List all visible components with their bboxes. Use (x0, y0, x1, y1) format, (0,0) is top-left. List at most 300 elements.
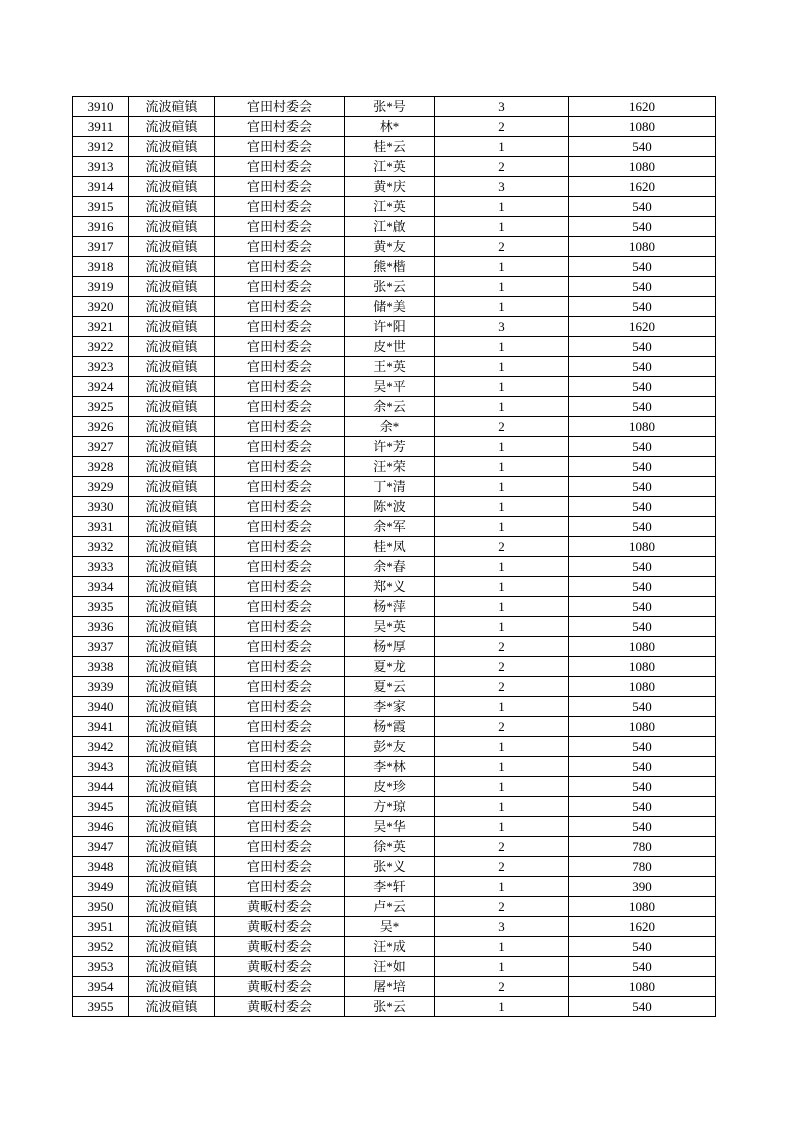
row-number-cell: 3938 (73, 657, 129, 677)
row-number-cell: 3941 (73, 717, 129, 737)
amount-cell: 540 (569, 737, 716, 757)
village-committee-cell: 官田村委会 (215, 657, 345, 677)
table-row (73, 177, 716, 197)
table-row (73, 457, 716, 477)
row-number-cell: 3945 (73, 797, 129, 817)
count-cell: 2 (435, 417, 569, 437)
town-cell: 流波碹镇 (129, 937, 215, 957)
row-number-cell: 3929 (73, 477, 129, 497)
count-cell: 1 (435, 137, 569, 157)
table-row (73, 517, 716, 537)
amount-cell: 540 (569, 257, 716, 277)
amount-cell: 1080 (569, 897, 716, 917)
amount-cell: 540 (569, 357, 716, 377)
count-cell: 1 (435, 277, 569, 297)
village-committee-cell: 官田村委会 (215, 877, 345, 897)
name-cell: 杨*萍 (345, 597, 435, 617)
name-cell: 张*云 (345, 277, 435, 297)
table-row (73, 917, 716, 937)
village-committee-cell: 官田村委会 (215, 217, 345, 237)
village-committee-cell: 官田村委会 (215, 257, 345, 277)
row-number-cell: 3947 (73, 837, 129, 857)
row-number-cell: 3928 (73, 457, 129, 477)
name-cell: 桂*云 (345, 137, 435, 157)
table-row (73, 197, 716, 217)
row-number-cell: 3922 (73, 337, 129, 357)
town-cell: 流波碹镇 (129, 397, 215, 417)
count-cell: 2 (435, 637, 569, 657)
town-cell: 流波碹镇 (129, 137, 215, 157)
name-cell: 许*阳 (345, 317, 435, 337)
row-number-cell: 3944 (73, 777, 129, 797)
village-committee-cell: 官田村委会 (215, 497, 345, 517)
village-committee-cell: 官田村委会 (215, 817, 345, 837)
town-cell: 流波碹镇 (129, 697, 215, 717)
town-cell: 流波碹镇 (129, 477, 215, 497)
name-cell: 余* (345, 417, 435, 437)
town-cell: 流波碹镇 (129, 317, 215, 337)
village-committee-cell: 黄畈村委会 (215, 957, 345, 977)
town-cell: 流波碹镇 (129, 257, 215, 277)
name-cell: 储*美 (345, 297, 435, 317)
name-cell: 熊*楷 (345, 257, 435, 277)
amount-cell: 540 (569, 517, 716, 537)
row-number-cell: 3910 (73, 97, 129, 117)
town-cell: 流波碹镇 (129, 877, 215, 897)
village-committee-cell: 官田村委会 (215, 137, 345, 157)
amount-cell: 540 (569, 497, 716, 517)
name-cell: 张*号 (345, 97, 435, 117)
name-cell: 江*英 (345, 197, 435, 217)
name-cell: 汪*荣 (345, 457, 435, 477)
amount-cell: 540 (569, 817, 716, 837)
row-number-cell: 3915 (73, 197, 129, 217)
village-committee-cell: 官田村委会 (215, 417, 345, 437)
row-number-cell: 3937 (73, 637, 129, 657)
count-cell: 1 (435, 957, 569, 977)
amount-cell: 1620 (569, 917, 716, 937)
town-cell: 流波碹镇 (129, 157, 215, 177)
table-row (73, 777, 716, 797)
table-row (73, 357, 716, 377)
town-cell: 流波碹镇 (129, 817, 215, 837)
town-cell: 流波碹镇 (129, 97, 215, 117)
village-committee-cell: 官田村委会 (215, 517, 345, 537)
table-row (73, 557, 716, 577)
name-cell: 吴*英 (345, 617, 435, 637)
table-row (73, 677, 716, 697)
town-cell: 流波碹镇 (129, 177, 215, 197)
town-cell: 流波碹镇 (129, 617, 215, 637)
row-number-cell: 3948 (73, 857, 129, 877)
amount-cell: 1080 (569, 677, 716, 697)
count-cell: 1 (435, 997, 569, 1017)
town-cell: 流波碹镇 (129, 217, 215, 237)
village-committee-cell: 官田村委会 (215, 737, 345, 757)
count-cell: 1 (435, 557, 569, 577)
count-cell: 1 (435, 257, 569, 277)
village-committee-cell: 官田村委会 (215, 157, 345, 177)
village-committee-cell: 官田村委会 (215, 437, 345, 457)
village-committee-cell: 黄畈村委会 (215, 997, 345, 1017)
count-cell: 2 (435, 237, 569, 257)
count-cell: 1 (435, 817, 569, 837)
name-cell: 林* (345, 117, 435, 137)
town-cell: 流波碹镇 (129, 537, 215, 557)
amount-cell: 540 (569, 557, 716, 577)
village-committee-cell: 官田村委会 (215, 837, 345, 857)
table-row (73, 397, 716, 417)
table-row (73, 117, 716, 137)
row-number-cell: 3950 (73, 897, 129, 917)
village-committee-cell: 官田村委会 (215, 597, 345, 617)
table-row (73, 257, 716, 277)
village-committee-cell: 官田村委会 (215, 177, 345, 197)
village-committee-cell: 官田村委会 (215, 557, 345, 577)
name-cell: 皮*世 (345, 337, 435, 357)
count-cell: 1 (435, 517, 569, 537)
village-committee-cell: 官田村委会 (215, 357, 345, 377)
village-committee-cell: 黄畈村委会 (215, 937, 345, 957)
count-cell: 1 (435, 437, 569, 457)
table-row (73, 757, 716, 777)
name-cell: 徐*英 (345, 837, 435, 857)
row-number-cell: 3924 (73, 377, 129, 397)
amount-cell: 540 (569, 577, 716, 597)
village-committee-cell: 官田村委会 (215, 277, 345, 297)
town-cell: 流波碹镇 (129, 857, 215, 877)
table-row (73, 417, 716, 437)
town-cell: 流波碹镇 (129, 277, 215, 297)
table-row (73, 977, 716, 997)
row-number-cell: 3946 (73, 817, 129, 837)
village-committee-cell: 黄畈村委会 (215, 917, 345, 937)
count-cell: 3 (435, 917, 569, 937)
row-number-cell: 3940 (73, 697, 129, 717)
row-number-cell: 3942 (73, 737, 129, 757)
amount-cell: 1080 (569, 417, 716, 437)
row-number-cell: 3918 (73, 257, 129, 277)
count-cell: 3 (435, 317, 569, 337)
row-number-cell: 3920 (73, 297, 129, 317)
amount-cell: 540 (569, 697, 716, 717)
row-number-cell: 3914 (73, 177, 129, 197)
table-row (73, 957, 716, 977)
count-cell: 1 (435, 477, 569, 497)
table-row (73, 377, 716, 397)
table-row (73, 217, 716, 237)
count-cell: 2 (435, 977, 569, 997)
count-cell: 1 (435, 197, 569, 217)
name-cell: 余*军 (345, 517, 435, 537)
amount-cell: 1620 (569, 97, 716, 117)
count-cell: 1 (435, 357, 569, 377)
row-number-cell: 3921 (73, 317, 129, 337)
row-number-cell: 3912 (73, 137, 129, 157)
count-cell: 2 (435, 117, 569, 137)
count-cell: 1 (435, 777, 569, 797)
town-cell: 流波碹镇 (129, 497, 215, 517)
table-row (73, 997, 716, 1017)
town-cell: 流波碹镇 (129, 237, 215, 257)
name-cell: 许*芳 (345, 437, 435, 457)
amount-cell: 1080 (569, 717, 716, 737)
name-cell: 杨*厚 (345, 637, 435, 657)
village-committee-cell: 官田村委会 (215, 637, 345, 657)
row-number-cell: 3931 (73, 517, 129, 537)
village-committee-cell: 官田村委会 (215, 777, 345, 797)
count-cell: 1 (435, 497, 569, 517)
name-cell: 方*琼 (345, 797, 435, 817)
count-cell: 1 (435, 457, 569, 477)
amount-cell: 540 (569, 457, 716, 477)
row-number-cell: 3933 (73, 557, 129, 577)
row-number-cell: 3927 (73, 437, 129, 457)
amount-cell: 1080 (569, 237, 716, 257)
count-cell: 1 (435, 697, 569, 717)
name-cell: 吴* (345, 917, 435, 937)
amount-cell: 540 (569, 377, 716, 397)
village-committee-cell: 官田村委会 (215, 397, 345, 417)
town-cell: 流波碹镇 (129, 917, 215, 937)
name-cell: 吴*平 (345, 377, 435, 397)
town-cell: 流波碹镇 (129, 997, 215, 1017)
table-row (73, 637, 716, 657)
town-cell: 流波碹镇 (129, 577, 215, 597)
amount-cell: 540 (569, 337, 716, 357)
table-row (73, 857, 716, 877)
count-cell: 2 (435, 717, 569, 737)
count-cell: 3 (435, 97, 569, 117)
amount-cell: 1080 (569, 537, 716, 557)
row-number-cell: 3939 (73, 677, 129, 697)
town-cell: 流波碹镇 (129, 197, 215, 217)
count-cell: 1 (435, 377, 569, 397)
table-row (73, 577, 716, 597)
name-cell: 张*义 (345, 857, 435, 877)
row-number-cell: 3913 (73, 157, 129, 177)
name-cell: 屠*培 (345, 977, 435, 997)
village-committee-cell: 官田村委会 (215, 337, 345, 357)
town-cell: 流波碹镇 (129, 437, 215, 457)
amount-cell: 540 (569, 277, 716, 297)
amount-cell: 390 (569, 877, 716, 897)
table-row (73, 297, 716, 317)
town-cell: 流波碹镇 (129, 337, 215, 357)
table-row (73, 437, 716, 457)
count-cell: 2 (435, 157, 569, 177)
count-cell: 2 (435, 897, 569, 917)
row-number-cell: 3943 (73, 757, 129, 777)
name-cell: 丁*清 (345, 477, 435, 497)
table-row (73, 317, 716, 337)
row-number-cell: 3930 (73, 497, 129, 517)
count-cell: 1 (435, 797, 569, 817)
name-cell: 皮*珍 (345, 777, 435, 797)
table-row (73, 697, 716, 717)
count-cell: 1 (435, 297, 569, 317)
village-committee-cell: 官田村委会 (215, 377, 345, 397)
table-row (73, 157, 716, 177)
count-cell: 1 (435, 877, 569, 897)
name-cell: 江*啟 (345, 217, 435, 237)
count-cell: 2 (435, 837, 569, 857)
count-cell: 1 (435, 217, 569, 237)
village-committee-cell: 官田村委会 (215, 97, 345, 117)
village-committee-cell: 官田村委会 (215, 117, 345, 137)
count-cell: 1 (435, 937, 569, 957)
village-committee-cell: 官田村委会 (215, 537, 345, 557)
village-committee-cell: 官田村委会 (215, 197, 345, 217)
count-cell: 1 (435, 757, 569, 777)
village-committee-cell: 官田村委会 (215, 617, 345, 637)
town-cell: 流波碹镇 (129, 677, 215, 697)
amount-cell: 540 (569, 757, 716, 777)
row-number-cell: 3954 (73, 977, 129, 997)
row-number-cell: 3935 (73, 597, 129, 617)
count-cell: 1 (435, 397, 569, 417)
count-cell: 2 (435, 857, 569, 877)
village-committee-cell: 官田村委会 (215, 797, 345, 817)
name-cell: 余*春 (345, 557, 435, 577)
town-cell: 流波碹镇 (129, 717, 215, 737)
table-row (73, 897, 716, 917)
village-committee-cell: 官田村委会 (215, 237, 345, 257)
town-cell: 流波碹镇 (129, 457, 215, 477)
town-cell: 流波碹镇 (129, 797, 215, 817)
town-cell: 流波碹镇 (129, 777, 215, 797)
name-cell: 黄*庆 (345, 177, 435, 197)
amount-cell: 540 (569, 297, 716, 317)
town-cell: 流波碹镇 (129, 357, 215, 377)
table-row (73, 937, 716, 957)
amount-cell: 1080 (569, 637, 716, 657)
count-cell: 2 (435, 537, 569, 557)
village-committee-cell: 官田村委会 (215, 857, 345, 877)
table-row (73, 137, 716, 157)
town-cell: 流波碹镇 (129, 737, 215, 757)
name-cell: 郑*义 (345, 577, 435, 597)
row-number-cell: 3952 (73, 937, 129, 957)
amount-cell: 540 (569, 437, 716, 457)
amount-cell: 540 (569, 477, 716, 497)
amount-cell: 1080 (569, 157, 716, 177)
row-number-cell: 3936 (73, 617, 129, 637)
village-committee-cell: 官田村委会 (215, 577, 345, 597)
table-row (73, 337, 716, 357)
table-row (73, 237, 716, 257)
town-cell: 流波碹镇 (129, 597, 215, 617)
row-number-cell: 3911 (73, 117, 129, 137)
name-cell: 夏*龙 (345, 657, 435, 677)
village-committee-cell: 官田村委会 (215, 477, 345, 497)
amount-cell: 540 (569, 597, 716, 617)
table-row (73, 617, 716, 637)
town-cell: 流波碹镇 (129, 297, 215, 317)
amount-cell: 780 (569, 837, 716, 857)
count-cell: 1 (435, 737, 569, 757)
town-cell: 流波碹镇 (129, 517, 215, 537)
amount-cell: 540 (569, 937, 716, 957)
row-number-cell: 3926 (73, 417, 129, 437)
table-row (73, 597, 716, 617)
row-number-cell: 3934 (73, 577, 129, 597)
row-number-cell: 3953 (73, 957, 129, 977)
amount-cell: 540 (569, 617, 716, 637)
town-cell: 流波碹镇 (129, 117, 215, 137)
row-number-cell: 3917 (73, 237, 129, 257)
town-cell: 流波碹镇 (129, 557, 215, 577)
count-cell: 1 (435, 577, 569, 597)
amount-cell: 1080 (569, 117, 716, 137)
row-number-cell: 3955 (73, 997, 129, 1017)
row-number-cell: 3949 (73, 877, 129, 897)
row-number-cell: 3951 (73, 917, 129, 937)
name-cell: 张*云 (345, 997, 435, 1017)
village-committee-cell: 黄畈村委会 (215, 897, 345, 917)
table-row (73, 837, 716, 857)
town-cell: 流波碹镇 (129, 757, 215, 777)
town-cell: 流波碹镇 (129, 957, 215, 977)
name-cell: 卢*云 (345, 897, 435, 917)
village-committee-cell: 官田村委会 (215, 317, 345, 337)
name-cell: 杨*霞 (345, 717, 435, 737)
name-cell: 王*英 (345, 357, 435, 377)
amount-cell: 540 (569, 797, 716, 817)
table-body (73, 97, 716, 1017)
name-cell: 陈*波 (345, 497, 435, 517)
name-cell: 李*家 (345, 697, 435, 717)
town-cell: 流波碹镇 (129, 417, 215, 437)
name-cell: 汪*成 (345, 937, 435, 957)
table-row (73, 97, 716, 117)
table-row (73, 657, 716, 677)
amount-cell: 1080 (569, 657, 716, 677)
name-cell: 桂*凤 (345, 537, 435, 557)
name-cell: 江*英 (345, 157, 435, 177)
row-number-cell: 3925 (73, 397, 129, 417)
village-committee-cell: 官田村委会 (215, 717, 345, 737)
table-row (73, 797, 716, 817)
amount-cell: 1620 (569, 177, 716, 197)
row-number-cell: 3916 (73, 217, 129, 237)
table-row (73, 817, 716, 837)
row-number-cell: 3923 (73, 357, 129, 377)
table-row (73, 537, 716, 557)
village-committee-cell: 官田村委会 (215, 297, 345, 317)
amount-cell: 780 (569, 857, 716, 877)
row-number-cell: 3919 (73, 277, 129, 297)
name-cell: 汪*如 (345, 957, 435, 977)
table-row (73, 717, 716, 737)
name-cell: 彭*友 (345, 737, 435, 757)
village-committee-cell: 官田村委会 (215, 757, 345, 777)
table-row (73, 877, 716, 897)
name-cell: 夏*云 (345, 677, 435, 697)
name-cell: 李*轩 (345, 877, 435, 897)
table-row (73, 477, 716, 497)
amount-cell: 1620 (569, 317, 716, 337)
count-cell: 2 (435, 657, 569, 677)
name-cell: 吴*华 (345, 817, 435, 837)
table-row (73, 497, 716, 517)
amount-cell: 540 (569, 137, 716, 157)
village-committee-cell: 官田村委会 (215, 457, 345, 477)
amount-cell: 540 (569, 997, 716, 1017)
village-committee-cell: 黄畈村委会 (215, 977, 345, 997)
town-cell: 流波碹镇 (129, 837, 215, 857)
count-cell: 1 (435, 337, 569, 357)
